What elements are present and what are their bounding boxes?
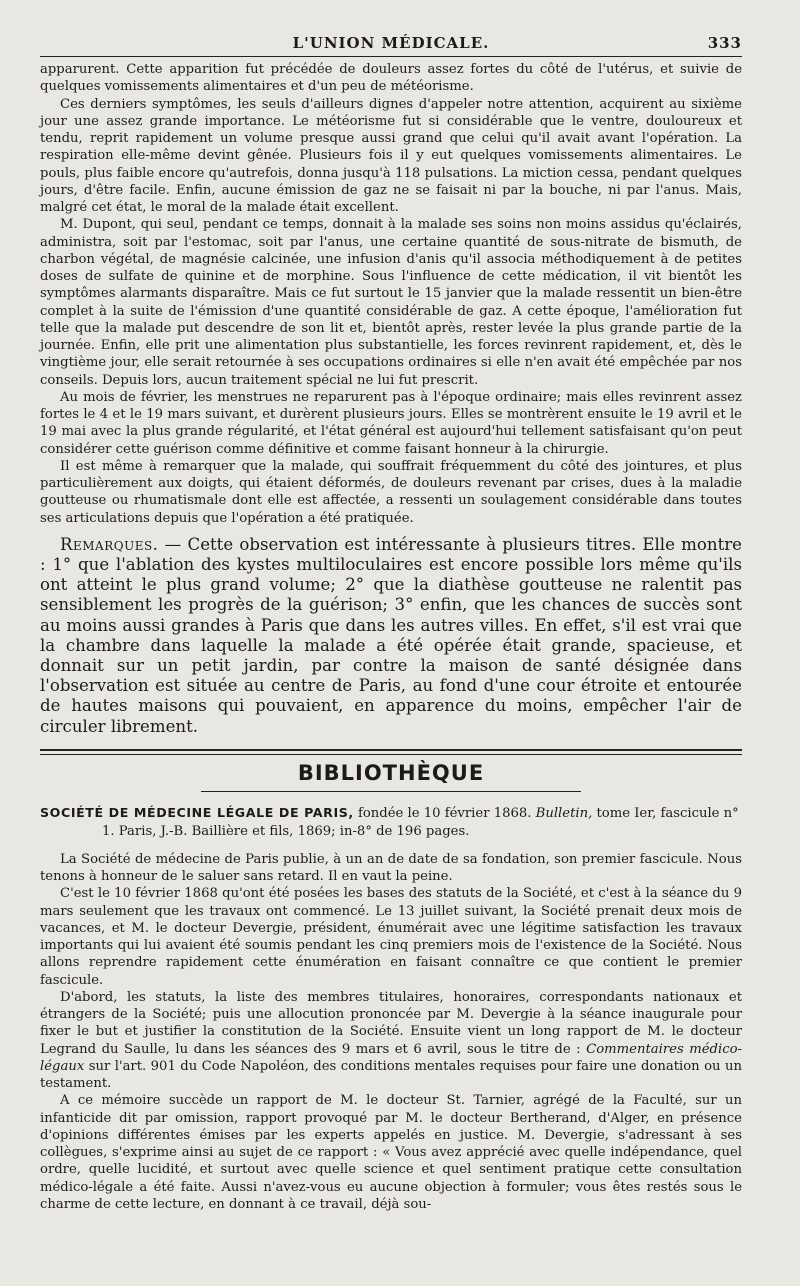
paragraph: [40, 989, 742, 1093]
book-organization: SOCIÉTÉ DE MÉDECINE LÉGALE DE PARIS,: [40, 804, 354, 820]
paragraph: A ce mémoire succède un rapport de M. le docteur St. Tarnier, agrégé de la Faculté, sur un infanticide dit par omission, rapport provoqué par M. le docteur Bertherand, d'Alger, en présence d'opinions différentes émises par les experts appelés en justice. M. Devergie, s'adressant à ses collègues, s'exprime ainsi au sujet de ce rapport : « Vous avez apprécié avec quelle indépendance, quel ordre, quelle lucidité, et surtout avec quelle science et quel sentiment pratique cette consultation médico-légale a été faite. Aussi n'avez-vous eu aucune objection à formuler; vous êtes restés sous le charme de cette lecture, en donnant à ce travail, déjà sou-: [40, 1093, 742, 1212]
heading-rule: [201, 791, 581, 792]
paragraph: Ces derniers symptômes, les seuls d'ailleurs dignes d'appeler notre attention, acquirent au sixième jour une assez grande importance. Le météorisme fut si considérable que le ventre, douloureux et tendu, reprit rapidement un volume presque aussi grand que celui qu'il avait avant l'opération. La respiration elle-même devint gênée. Plusieurs fois il y eut quelques vomissements alimentaires. Le pouls, plus faible encore qu'autrefois, donna jusqu'à 118 pulsations. La miction cessa, pendant quelques jours, d'être facile. Enfin, aucune émission de gaz ne se faisait ni par la bouche, ni par l'anus. Mais, malgré cet état, le moral de la malade était excellent.: [40, 96, 742, 215]
header-rule: [40, 56, 742, 57]
book-journal: Bulletin,: [535, 805, 593, 821]
book-founded: fondée le 10 février 1868.: [353, 805, 536, 821]
paragraph: La Société de médecine de Paris publie, à un an de date de sa fondation, son premier fascicule. Nous tenons à honneur de le saluer sans retard. Il en vaut la peine.: [40, 851, 742, 885]
paragraph-part: sur l'art. 901 du Code Napoléon, des conditions mentales requises pour faire une donation ou un testament.: [40, 1058, 742, 1092]
paragraph: M. Dupont, qui seul, pendant ce temps, donnait à la malade ses soins non moins assidus qu'éclairés, administra, soit par l'estomac, soit par l'anus, une certaine quantité de sous-nitrate de bismuth, de charbon végétal, de magnésie calcinée, une infusion d'anis qu'il associa méthodiquement à de petites doses de sulfate de quinine et de morphine. Sous l'influence de cette médication, il vit bientôt les symptômes alarmants disparaître. Mais ce fut surtout le 15 janvier que la malade ressentit un bien-être complet à la suite de l'émission d'une quantité considérable de gaz. A cette époque, l'amélioration fut telle que la malade put descendre de son lit et, bientôt après, rester levée la plus grande partie de la journée. Enfin, elle prit une alimentation plus substantielle, les forces revinrent rapidement, et, dès le vingtième jour, elle serait retournée à ses occupations ordinaires si elle n'en avait été empêchée par nos conseils. Depuis lors, aucun traitement spécial ne lui fut prescrit.: [40, 217, 742, 388]
italic-title: Commentaires médico-légaux: [40, 1041, 742, 1074]
section-divider: [40, 749, 742, 755]
paragraph-part: D'abord, les statuts, la liste des membres titulaires, honoraires, correspondants nationaux et étrangers de la Société; puis une allocution prononcée par M. Devergie à la séance inaugurale pour fixer le but et justifier la constitution de la Société. Ensuite vient un long rapport de M. le docteur Legrand du Saulle, lu dans les séances des 9 mars et 6 avril, sous le titre de :: [40, 989, 742, 1057]
book-entry: [40, 804, 742, 841]
paragraph: Au mois de février, les menstrues ne reparurent pas à l'époque ordinaire; mais elles revinrent assez fortes le 4 et le 19 mars suivant, et durèrent plusieurs jours. Elles se montrèrent ensuite le 19 avril et le 19 mai avec la plus grande régularité, et l'état général est aujourd'hui tellement satisfaisant qu'on peut considérer cette guérison comme définitive et comme faisant honneur à la chirurgie.: [40, 389, 742, 457]
book-details: tome Ier, fascicule n° 1. Paris, J.-B. Baillière et fils, 1869; in-8° de 196 pages.: [102, 805, 739, 839]
remarks-section: [40, 535, 742, 737]
remarks-label: Remarques.: [60, 534, 159, 554]
review-text: [40, 851, 742, 1213]
paragraph: C'est le 10 février 1868 qu'ont été posées les bases des statuts de la Société, et c'est à la séance du 9 mars seulement que les travaux ont commencé. Le 13 juillet suivant, la Société prenait deux mois de vacances, et M. le docteur Devergie, président, énumérait avec une légitime satisfaction les travaux importants qui lui avaient été soumis pendant les cinq premiers mois de l'existence de la Société. Nous allons reprendre rapidement cette énumération en faisant connaître ce que contient le premier fascicule.: [40, 886, 742, 988]
paragraph: Il est même à remarquer que la malade, qui souffrait fréquemment du côté des jointures, et plus particulièrement aux doigts, qui étaient déformés, de douleurs revenant par crises, dues à la maladie goutteuse ou rhumatismale dont elle est affectée, a ressenti un soulagement considérable dans toutes ses articulations depuis que l'opération a été pratiquée.: [40, 458, 742, 526]
remarks-paragraph: [40, 535, 742, 737]
section-heading: BIBLIOTHÈQUE: [297, 760, 485, 785]
page-number: 333: [707, 34, 742, 52]
running-head: [40, 30, 742, 56]
observation-text: [40, 61, 742, 527]
remarks-text: — Cette observation est intéressante à plusieurs titres. Elle montre : 1° que l'ablation des kystes multiloculaires est encore possible lors même qu'ils ont atteint le plus grand volume; 2° que la diathèse goutteuse ne ralentit pas sensiblement les progrès de la guérison; 3° enfin, que les chances de succès sont au moins aussi grandes à Paris que dans les autres villes. En effet, s'il est vrai que la chambre dans laquelle la malade a été opérée était grande, spacieuse, et donnait sur un petit jardin, par contre la maison de santé désignée dans l'observation est située au centre de Paris, au fond d'une cour étroite et entourée de hautes maisons qui pouvaient, en apparence du moins, empêcher l'air de circuler librement.: [40, 534, 742, 736]
paragraph: apparurent. Cette apparition fut précédée de douleurs assez fortes du côté de l'utérus, et suivie de quelques vomissements alimentaires et d'un peu de météorisme.: [40, 62, 742, 95]
journal-title: L'UNION MÉDICALE.: [292, 34, 490, 52]
